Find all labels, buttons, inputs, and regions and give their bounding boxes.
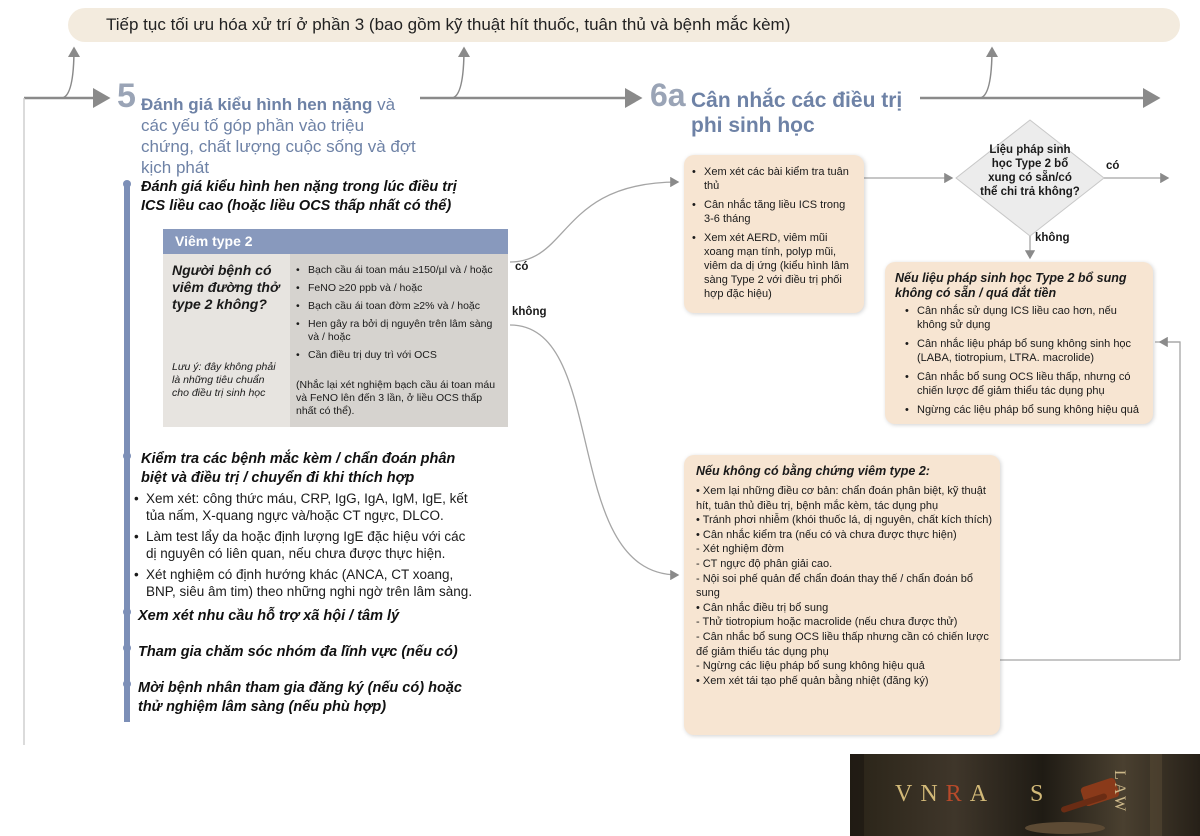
biologic-availability-question: Liệu pháp sinh học Type 2 bổ xung có sẵn/có thể chi trả không?: [980, 144, 1080, 198]
up-arrow-3: [980, 48, 992, 98]
yes-connector: [510, 182, 678, 262]
social-support: Xem xét nhu cầu hỗ trợ xã hội / tâm lý: [138, 608, 400, 624]
top-banner: Tiếp tục tối ưu hóa xử trí ở phần 3 (bao gồm kỹ thuật hít thuốc, tuân thủ và bệnh mắc kèm): [68, 8, 1180, 42]
list-item: - Thử tiotropium hoặc macrolide (nếu chưa được thử): [696, 616, 958, 629]
no-type2-box: [684, 455, 1000, 735]
no-connector: [510, 325, 678, 575]
type2-criteria-list: [296, 264, 502, 367]
list-item: • Hen gây ra bởi dị nguyên trên lâm sàng và / hoặc: [296, 318, 502, 344]
logo-text-a: A: [969, 781, 996, 807]
type2-header: Viêm type 2: [163, 229, 508, 254]
type2-note: [172, 361, 284, 400]
logo-text-vn: VN: [895, 781, 946, 807]
no-type2-lines: [696, 484, 993, 688]
logo-text: [895, 781, 995, 808]
biologic-unavailable-title: Nếu liệu pháp sinh học Type 2 bổ sung không có sẵn / quá đắt tiền: [895, 271, 1127, 300]
yes-box-list: [692, 165, 858, 306]
list-item: - Cân nhắc bổ sung OCS liều thấp nhưng cần có chiến lược để giảm thiểu tác dụng phụ: [696, 630, 989, 658]
list-item: - Xét nghiệm đờm: [696, 543, 784, 556]
list-item: • Cân nhắc bổ sung OCS liều thấp, nhưng có chiến lược để giảm thiểu tác dụng phụ: [905, 370, 1145, 398]
assess-heading: Đánh giá kiểu hình hen nặng trong lúc điều trị ICS liều cao (hoặc liều OCS thấp nhất có thể): [141, 179, 457, 214]
comorbidity-list: [134, 490, 474, 604]
bullet-dot: [123, 452, 131, 460]
no-type2-title: Nếu không có bằng chứng viêm type 2:: [696, 464, 930, 478]
comorbidity-heading: Kiểm tra các bệnh mắc kèm / chẩn đoán phân biệt và điều trị / chuyển đi khi thích hợp: [141, 451, 456, 486]
multidisciplinary-care: Tham gia chăm sóc nhóm đa lĩnh vực (nếu có): [138, 644, 458, 660]
list-item: • Bạch cầu ái toan đờm ≥2% và / hoặc: [296, 300, 502, 313]
list-item: • Cân nhắc sử dụng ICS liều cao hơn, nếu không sử dụng: [905, 304, 1145, 332]
list-item: • Xem lại những điều cơ bản: chẩn đoán phân biệt, kỹ thuật hít, tuân thủ điều trị, bệnh mắc kèm, tác dụng phụ: [696, 485, 986, 512]
logo-text-r: R: [945, 781, 970, 807]
yes-box: [684, 155, 864, 313]
bullet-dot: [123, 680, 131, 688]
list-item: • Ngừng các liệu pháp bổ sung không hiệu quả: [905, 403, 1145, 417]
list-item: - Nội soi phế quản để chẩn đoán thay thế / chẩn đoán bổ sung: [696, 572, 974, 600]
list-item: • Cân nhắc liệu pháp bổ sung không sinh học (LABA, tiotropium, LTRA. macrolide): [905, 337, 1145, 365]
list-item: • Tránh phơi nhiễm (khói thuốc lá, dị nguyên, chất kích thích): [696, 514, 993, 527]
list-item: • Xem xét: công thức máu, CRP, IgG, IgA, IgM, IgE, kết tủa nấm, X-quang ngực và/hoặc CT ngực, DLCO.: [134, 490, 474, 524]
no-label: không: [512, 306, 547, 318]
right-loop: [1155, 342, 1180, 660]
biologic-unavailable-box: [885, 262, 1153, 424]
list-item: • Cân nhắc kiểm tra (nếu có và chưa được thực hiện): [696, 528, 957, 541]
type2-footnote: (Nhắc lại xét nghiệm bạch cầu ái toan máu và FeNO lên đến 3 lần, ở liều OCS thấp nhất có thể).: [296, 379, 496, 417]
bullet-dot: [123, 644, 131, 652]
logo-text-law: LAW: [1111, 770, 1128, 815]
step-5-number: 5: [117, 77, 136, 115]
step-6a-number: 6a: [650, 77, 686, 113]
list-item: • Làm test lẩy da hoặc định lượng IgE đặc hiệu với các dị nguyên có liên quan, nếu chưa được thực hiện.: [134, 528, 474, 562]
list-item: • Xét nghiệm có định hướng khác (ANCA, CT xoang, BNP, siêu âm tim) theo những nghi ngờ trên lâm sàng.: [134, 566, 474, 600]
up-arrow-2: [452, 48, 464, 98]
list-item: - CT ngực độ phân giải cao.: [696, 557, 833, 570]
bullet-dot: [123, 180, 131, 188]
list-item: • Xem xét AERD, viêm mũi xoang mạn tính, polyp mũi, viêm da dị ứng (kiểu hình lâm sàng Type 2 với điều trị phối hợp đặc hiệu): [692, 231, 858, 301]
step-5-title-bold: Đánh giá kiểu hình hen nặng: [141, 95, 373, 114]
type2-question: Người bệnh có viêm đường thở type 2 không?: [172, 262, 280, 312]
type2-note-text: : đây không phải là những tiêu chuẩn cho điều trị sinh học: [172, 361, 276, 399]
type2-note-label: Lưu ý: [172, 361, 199, 373]
list-item: • Cần điều trị duy trì với OCS: [296, 349, 502, 362]
step-6a-title: Cân nhắc các điều trị phi sinh học: [691, 89, 903, 137]
list-item: • Cân nhắc tăng liều ICS trong 3-6 tháng: [692, 198, 858, 226]
diamond-yes-label: có: [1106, 160, 1120, 172]
registry-trial: Mời bệnh nhân tham gia đăng ký (nếu có) hoặc thử nghiệm lâm sàng (nếu phù hợp): [138, 680, 462, 715]
list-item: • FeNO ≥20 ppb và / hoặc: [296, 282, 502, 295]
list-item: • Cân nhắc điều trị bổ sung: [696, 601, 829, 614]
up-arrow-1: [62, 48, 74, 98]
list-item: • Xem xét tái tạo phế quản bằng nhiệt (đăng ký): [696, 674, 929, 687]
yes-label: có: [515, 261, 529, 273]
bullet-dot: [123, 608, 131, 616]
list-item: • Xem xét các bài kiểm tra tuân thủ: [692, 165, 858, 193]
diamond-no-label: không: [1035, 232, 1070, 244]
logo-text-s: S: [1030, 781, 1044, 807]
biologic-unavailable-list: [905, 304, 1145, 422]
list-item: • Bạch cầu ái toan máu ≥150/µl và / hoặc: [296, 264, 502, 277]
list-item: - Ngừng các liệu pháp bổ sung không hiệu quả: [696, 660, 925, 673]
step-5-title-rest: và các yếu tố góp phần vào triệu chứng, chất lượng cuộc sống và đợt kịch phát: [141, 95, 416, 177]
step-5-title: [141, 94, 421, 178]
